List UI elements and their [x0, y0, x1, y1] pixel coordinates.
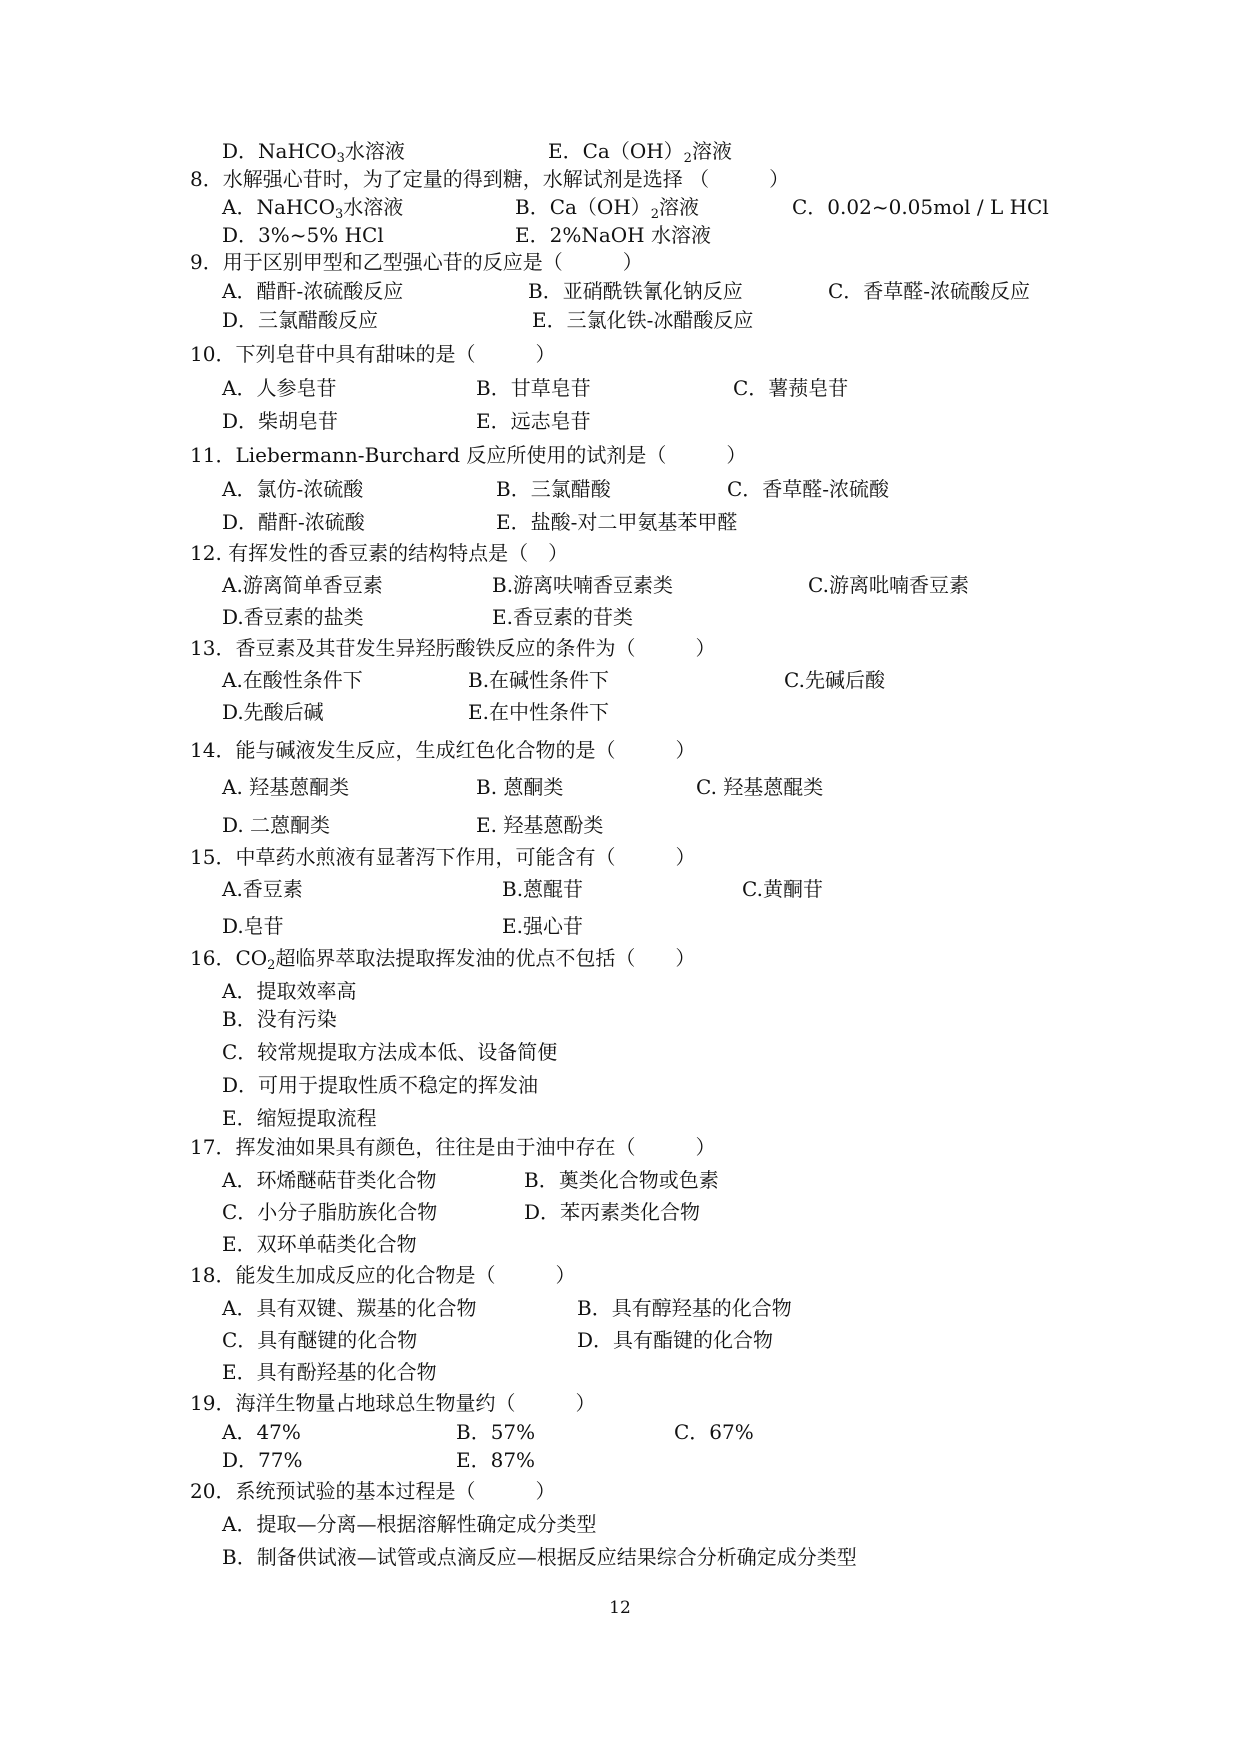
- text-run: E．具有酚羟基的化合物: [222, 1360, 437, 1384]
- text-run: C．67%: [674, 1420, 754, 1444]
- answer-option: [524, 1200, 700, 1224]
- answer-option: [492, 573, 673, 597]
- answer-option: [222, 1328, 417, 1352]
- answer-option: [222, 1073, 538, 1097]
- answer-option: [456, 1420, 535, 1444]
- text-run: 水溶液: [343, 195, 404, 219]
- text-run: B．具有醇羟基的化合物: [577, 1296, 792, 1320]
- answer-option: [528, 279, 743, 303]
- answer-option: [222, 1360, 437, 1384]
- answer-option: [222, 813, 330, 837]
- text-run: C．小分子脂肪族化合物: [222, 1200, 438, 1224]
- answer-option: [222, 409, 338, 433]
- answer-option: [468, 668, 609, 692]
- text-run: 16．CO: [190, 946, 268, 970]
- question-text: [190, 443, 746, 467]
- answer-option: [222, 668, 363, 692]
- text-run: B.游离呋喃香豆素类: [492, 573, 674, 597]
- answer-option: [733, 376, 848, 400]
- text-run: C．香草醛-浓硫酸: [727, 477, 890, 501]
- text-run: A．提取效率高: [222, 979, 357, 1003]
- text-run: D．77%: [222, 1448, 303, 1472]
- text-run: B．薁类化合物或色素: [524, 1168, 719, 1192]
- text-run: 9．用于区别甲型和乙型强心苷的反应是（ ）: [190, 250, 643, 274]
- text-run: A.在酸性条件下: [222, 668, 363, 692]
- text-run: A．氯仿-浓硫酸: [222, 477, 364, 501]
- text-run: A.香豆素: [222, 877, 303, 901]
- text-run: 13．香豆素及其苷发生异羟肟酸铁反应的条件为（ ）: [190, 636, 716, 660]
- text-run: D.香豆素的盐类: [222, 605, 364, 629]
- question-text: [190, 738, 695, 762]
- answer-option: [476, 376, 591, 400]
- text-run: E．远志皂苷: [476, 409, 591, 433]
- subscript: 2: [683, 151, 692, 166]
- text-run: A．具有双键、羰基的化合物: [222, 1296, 477, 1320]
- text-run: C．香草醛-浓硫酸反应: [828, 279, 1031, 303]
- text-run: E．2%NaOH 水溶液: [515, 223, 711, 247]
- answer-option: [674, 1420, 754, 1444]
- answer-option: [222, 1232, 417, 1256]
- answer-option: [222, 1545, 857, 1569]
- answer-option: [696, 775, 823, 799]
- text-run: C．薯蓣皂苷: [733, 376, 849, 400]
- answer-option: [577, 1328, 773, 1352]
- text-run: B．57%: [456, 1420, 536, 1444]
- text-run: 11．Liebermann-Burchard 反应所使用的试剂是（ ）: [190, 443, 747, 467]
- answer-option: [222, 573, 383, 597]
- text-run: A．提取—分离—根据溶解性确定成分类型: [222, 1512, 597, 1536]
- text-run: B. 蒽酮类: [476, 775, 564, 799]
- text-run: C．具有醚键的化合物: [222, 1328, 418, 1352]
- text-run: C. 羟基蒽醌类: [696, 775, 824, 799]
- question-text: [190, 167, 789, 191]
- text-run: E.在中性条件下: [468, 700, 609, 724]
- answer-option: [222, 1168, 436, 1192]
- answer-option: [515, 223, 711, 247]
- text-run: C．较常规提取方法成本低、设备简便: [222, 1040, 558, 1064]
- question-text: [190, 541, 568, 565]
- text-run: A．人参皂苷: [222, 376, 337, 400]
- answer-option: [577, 1296, 792, 1320]
- subscript: 3: [336, 151, 345, 166]
- text-run: C.先碱后酸: [784, 668, 885, 692]
- text-run: E．缩短提取流程: [222, 1106, 377, 1130]
- answer-option: [792, 195, 1049, 219]
- text-run: E.强心苷: [502, 914, 583, 938]
- answer-option: [222, 700, 324, 724]
- text-run: 15．中草药水煎液有显著泻下作用，可能含有（ ）: [190, 845, 696, 869]
- text-run: 溶液: [691, 139, 732, 163]
- text-run: E．87%: [456, 1448, 536, 1472]
- text-run: D.先酸后碱: [222, 700, 324, 724]
- text-run: E. 羟基蒽酚类: [476, 813, 604, 837]
- text-run: 18．能发生加成反应的化合物是（ ）: [190, 1263, 576, 1287]
- text-run: B．甘草皂苷: [476, 376, 591, 400]
- answer-option: [222, 1420, 301, 1444]
- answer-option: [222, 979, 356, 1003]
- text-run: A.游离简单香豆素: [222, 573, 383, 597]
- text-run: B.在碱性条件下: [468, 668, 610, 692]
- answer-option: [222, 1512, 596, 1536]
- answer-option: [222, 477, 363, 501]
- text-run: B.蒽醌苷: [502, 877, 584, 901]
- question-text: [190, 1479, 555, 1503]
- text-run: A．醋酐-浓硫酸反应: [222, 279, 404, 303]
- text-run: E．盐酸-对二甲氨基苯甲醛: [496, 510, 738, 534]
- text-run: C．0.02~0.05mol / L HCl: [792, 195, 1049, 219]
- text-run: 12. 有挥发性的香豆素的结构特点是（ ）: [190, 541, 569, 565]
- text-run: 19．海洋生物量占地球总生物量约（ ）: [190, 1391, 596, 1415]
- answer-option: [784, 668, 885, 692]
- question-text: [190, 845, 695, 869]
- answer-option: [222, 279, 403, 303]
- question-text: [190, 946, 695, 978]
- answer-option: [222, 914, 284, 938]
- text-run: D．3%~5% HCl: [222, 223, 384, 247]
- answer-option: [496, 477, 611, 501]
- question-text: [190, 1263, 575, 1287]
- answer-option: [476, 775, 563, 799]
- text-run: 17．挥发油如果具有颜色，往往是由于油中存在（ ）: [190, 1135, 716, 1159]
- answer-option: [222, 775, 349, 799]
- text-run: A．47%: [222, 1420, 301, 1444]
- answer-option: [742, 877, 823, 901]
- text-run: E．三氯化铁-冰醋酸反应: [532, 308, 754, 332]
- answer-option: [222, 376, 336, 400]
- text-run: C.游离吡喃香豆素: [808, 573, 969, 597]
- text-run: D．三氯醋酸反应: [222, 308, 379, 332]
- question-text: [190, 1391, 595, 1415]
- subscript: 2: [650, 207, 660, 222]
- page-number: 12: [609, 1598, 631, 1618]
- text-run: E．Ca（OH）: [548, 139, 684, 163]
- answer-option: [476, 813, 603, 837]
- text-run: D.皂苷: [222, 914, 284, 938]
- text-run: B．亚硝酰铁氰化钠反应: [528, 279, 743, 303]
- text-run: A. 羟基蒽酮类: [222, 775, 350, 799]
- answer-option: [532, 308, 753, 332]
- text-run: 水溶液: [344, 139, 405, 163]
- answer-option: [496, 510, 737, 534]
- answer-option: [468, 700, 609, 724]
- answer-option: [222, 1296, 476, 1320]
- text-run: D．柴胡皂苷: [222, 409, 339, 433]
- text-run: D．醋酐-浓硫酸: [222, 510, 365, 534]
- text-run: D. 二蒽酮类: [222, 813, 331, 837]
- text-run: 14．能与碱液发生反应，生成红色化合物的是（ ）: [190, 738, 696, 762]
- text-run: D．苯丙素类化合物: [524, 1200, 701, 1224]
- answer-option: [222, 1200, 437, 1224]
- question-text: [190, 250, 643, 274]
- answer-option: [222, 510, 365, 534]
- question-text: [190, 342, 555, 366]
- question-text: [190, 636, 715, 660]
- text-run: D．NaHCO: [222, 139, 337, 163]
- answer-option: [222, 605, 364, 629]
- answer-option: [492, 605, 633, 629]
- answer-option: [476, 409, 591, 433]
- answer-option: [222, 1007, 337, 1031]
- text-run: B．制备供试液—试管或点滴反应—根据反应结果综合分析确定成分类型: [222, 1545, 857, 1569]
- text-run: 10．下列皂苷中具有甜味的是（ ）: [190, 342, 556, 366]
- answer-option: [502, 877, 583, 901]
- answer-option: [502, 914, 583, 938]
- answer-option: [727, 477, 889, 501]
- text-run: A．NaHCO: [222, 195, 336, 219]
- text-run: D．可用于提取性质不稳定的挥发油: [222, 1073, 539, 1097]
- answer-option: [222, 308, 378, 332]
- text-run: 超临界萃取法提取挥发油的优点不包括（ ）: [275, 946, 696, 970]
- text-run: D．具有酯键的化合物: [577, 1328, 774, 1352]
- text-run: B．Ca（OH）: [515, 195, 651, 219]
- text-run: 溶液: [659, 195, 700, 219]
- answer-option: [222, 1448, 303, 1472]
- answer-option: [222, 223, 384, 247]
- subscript: 3: [335, 207, 344, 222]
- subscript: 2: [267, 958, 276, 973]
- answer-option: [222, 877, 303, 901]
- text-run: E．双环单萜类化合物: [222, 1232, 417, 1256]
- text-run: 8．水解强心苷时，为了定量的得到糖，水解试剂是选择 （ ）: [190, 167, 790, 191]
- text-run: E.香豆素的苷类: [492, 605, 633, 629]
- text-run: B．三氯醋酸: [496, 477, 611, 501]
- answer-option: [524, 1168, 719, 1192]
- answer-option: [456, 1448, 535, 1472]
- text-run: B．没有污染: [222, 1007, 337, 1031]
- text-run: A．环烯醚萜苷类化合物: [222, 1168, 437, 1192]
- answer-option: [808, 573, 969, 597]
- text-run: 20．系统预试验的基本过程是（ ）: [190, 1479, 556, 1503]
- answer-option: [828, 279, 1030, 303]
- question-text: [190, 1135, 715, 1159]
- text-run: C.黄酮苷: [742, 877, 823, 901]
- answer-option: [222, 1106, 377, 1130]
- answer-option: [222, 1040, 557, 1064]
